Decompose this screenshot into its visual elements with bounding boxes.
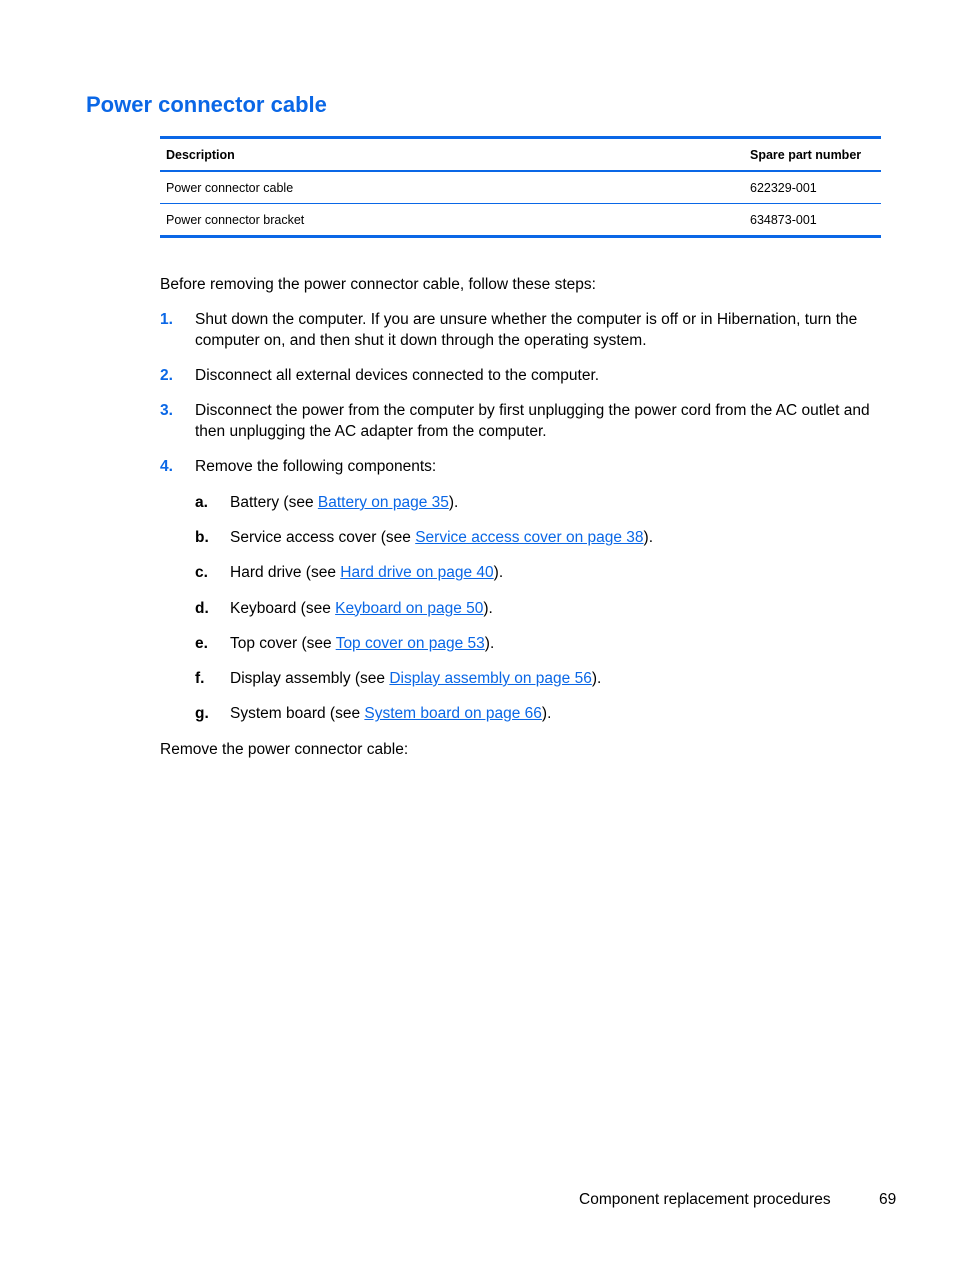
display-assembly-link[interactable]: Display assembly on page 56 [389,669,592,687]
cell-spare-part: 622329-001 [744,171,881,204]
list-item [195,703,880,724]
table-row [160,204,881,237]
sub-step-suffix: ). [484,634,495,652]
sub-step-suffix: ). [493,564,504,582]
sub-step-text: Display assembly (see [230,669,390,687]
cell-description: Power connector cable [160,171,744,204]
spare-parts-table [160,136,881,238]
list-item [160,400,880,442]
cell-spare-part: 634873-001 [750,212,817,227]
sub-step-text: Hard drive (see [230,564,341,582]
list-item [195,598,880,619]
list-item [195,492,880,513]
step-text: Remove the following components: [195,458,437,475]
table-header-row [160,138,881,172]
footer-section-title: Component replacement procedures [579,1191,831,1208]
step-number: 3. [160,402,173,419]
closing-paragraph: Remove the power connector cable: [160,741,409,758]
column-header-spare-part: Spare part number [744,138,881,172]
sub-step-letter: d. [195,599,209,617]
list-item [195,668,880,689]
list-item [160,309,880,351]
sub-step-letter: e. [195,634,208,652]
sub-step-letter: c. [195,564,208,582]
sub-step-letter: f. [195,669,205,687]
system-board-link[interactable]: System board on page 66 [364,705,542,723]
sub-step-suffix: ). [483,599,493,617]
sub-step-suffix: ). [643,529,654,547]
hard-drive-link[interactable]: Hard drive on page 40 [340,564,494,582]
step-text: Disconnect all external devices connected to the computer. [195,367,600,384]
battery-link[interactable]: Battery on page 35 [317,494,449,511]
list-item [195,562,880,583]
component-list [195,492,880,724]
list-item [195,633,880,654]
sub-step-suffix: ). [448,494,459,511]
keyboard-link[interactable]: Keyboard on page 50 [335,599,484,617]
sub-step-text: Top cover (see [230,634,336,652]
list-item [160,365,880,386]
sub-step-letter: a. [195,494,208,511]
procedure-steps [160,309,880,738]
service-access-cover-link[interactable]: Service access cover on page 38 [415,529,644,547]
sub-step-text: Keyboard (see [230,599,336,617]
sub-step-suffix: ). [591,669,602,687]
sub-step-letter: g. [195,705,209,723]
list-item [160,456,880,724]
footer-page-number: 69 [879,1191,897,1208]
sub-step-text: Service access cover (see [230,529,416,547]
page-title: Power connector cable [86,92,327,117]
step-number: 2. [160,367,173,384]
step-text: Shut down the computer. If you are unsure whether the computer is off or in Hibernation, turn the computer on, and then shut it down through the operating system. [195,311,858,349]
intro-paragraph: Before removing the power connector cable, follow these steps: [160,276,596,293]
top-cover-link[interactable]: Top cover on page 53 [335,634,485,652]
step-number: 4. [160,458,173,475]
table-row [160,171,881,204]
column-header-description: Description [160,138,744,172]
sub-step-text: System board (see [230,705,365,723]
step-number: 1. [160,311,173,328]
list-item [195,527,880,548]
sub-step-letter: b. [195,529,209,547]
sub-step-text: Battery (see [230,494,318,511]
cell-description: Power connector bracket [166,212,305,227]
step-text: Disconnect the power from the computer by first unplugging the power cord from the AC outlet and then unplugging the AC adapter from the computer. [195,402,870,440]
sub-step-suffix: ). [541,705,552,723]
